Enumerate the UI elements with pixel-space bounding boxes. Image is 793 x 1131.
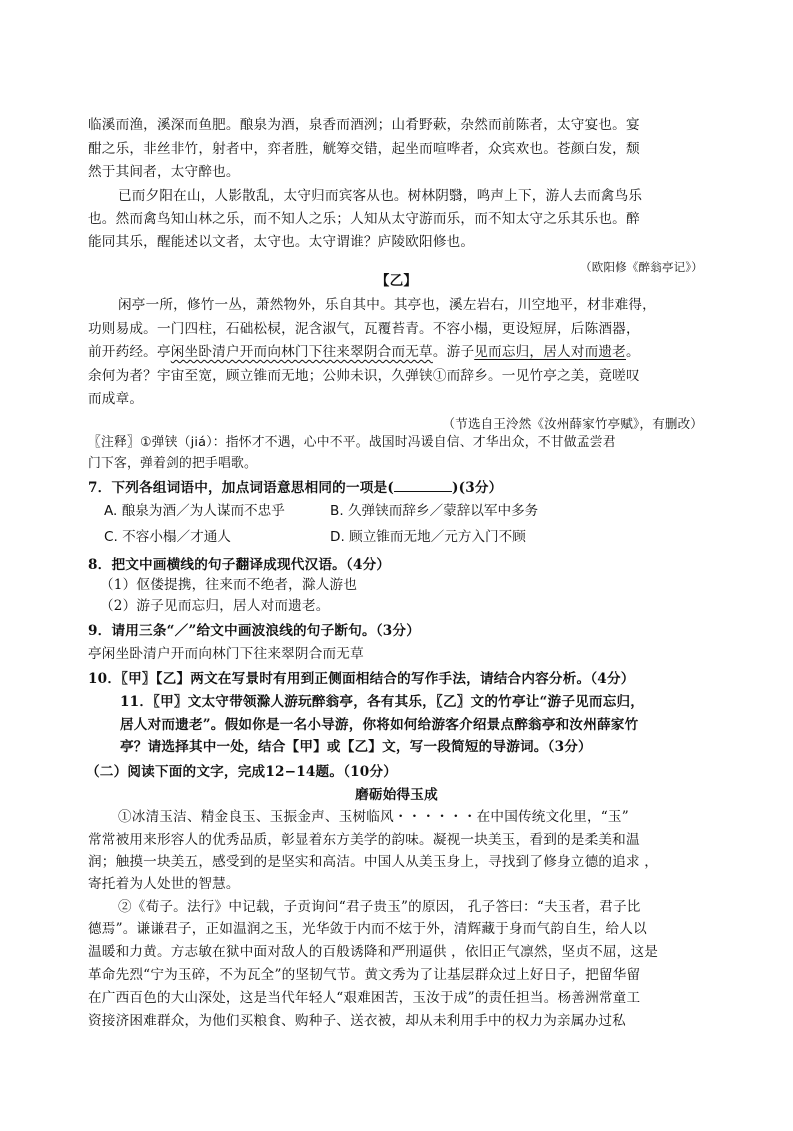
jia-line-4: 已而夕阳在山，人影散乱，太守归而宾客从也。树林阴翳，鸣声上下，游人去而禽鸟乐	[118, 188, 643, 204]
p2-line-5: 在广西百色的大山深处，这是当代年轻人“艰难困苦，玉汝于成”的责任担当。杨善洲常童工	[88, 990, 641, 1006]
p1-line-3: 润；触摸一块美五，感受到的是坚实和高洁。中国人从美玉身上，寻找到了修身立德的追求 ，	[88, 854, 659, 870]
p2-line-3: 温暖和力黄。方志敏在狱中面对敌人的百般诱降和严刑逼供 ，依旧正气凛然，坚贞不屈，这是	[88, 944, 659, 960]
q9-sentence: 亭闲坐卧清户开而向林门下往来翠阴合而无草	[88, 646, 364, 662]
answer-blank	[394, 479, 452, 492]
section-2-heading: （二）阅读下面的文字，完成12−14题。（10分）	[86, 764, 398, 780]
p1-line-4: 寄托着为人处世的智慧。	[88, 876, 240, 892]
p2-line-2: 德焉”。谦谦君子，正如温润之玉，光华敛于内而不炫于外，清辉藏于身而气韵自生，给人以	[88, 921, 647, 937]
jia-line-1: 临溪而渔，溪深而鱼肥。酿泉为酒，泉香而酒洌；山肴野蔌，杂然而前陈者，太守宴也。宴	[88, 117, 640, 133]
q7-option-d: D. 顾立锥而无地／元方入门不顾	[330, 529, 526, 545]
q7-option-c: C. 不容小榻／才通人	[104, 529, 231, 545]
p2-line-1: ②《荀子。法行》中记载，子贡询问“君子贵玉”的原因， 孔子答曰：“夫玉者，君子比	[118, 899, 641, 915]
yi-note-1: 〖注释〗①弹铗（jiá）：指怀才不遇，心中不平。战国时冯谖自信、才华出众，不甘做孟尝君	[88, 435, 616, 450]
q8-item-2: （2）游子见而忘归，居人对而遗老。	[100, 598, 330, 614]
yi-line-3: 前开药经。亭闲坐卧清户开而向林门下往来翠阴合而无草。游子见而忘归，居人对而遗老。	[88, 344, 640, 360]
question-9: 9．请用三条“／”给文中画波浪线的句子断句。（3分）	[88, 623, 421, 639]
jia-source: （欧阳修《醉翁亭记》）	[580, 260, 703, 274]
q8-item-1: （1）伛偻提携，往来而不绝者，滁人游也	[100, 577, 358, 593]
p2-line-4: 革命先烈“宁为玉碎，不为瓦全”的坚韧气节。黄文秀为了让基层群众过上好日子，把留华留	[88, 967, 641, 983]
p2-line-6: 资接济困难群众，为他们买粮食、购种子、送衣被，却从未利用手中的权力为亲属办过私	[88, 1013, 626, 1029]
q7-option-b: B. 久弹铗而辞乡／蒙辞以军中多务	[330, 503, 539, 519]
question-10: 10．〖甲〗【乙】两文在写景时有用到正侧面相结合的写作手法，请结合内容分析。（4分）	[88, 671, 635, 687]
question-8: 8．把文中画横线的句子翻译成现代汉语。（4分）	[88, 557, 391, 573]
jia-line-2: 酣之乐，非丝非竹，射者中，弈者胜，觥筹交错，起坐而喧哗者，众宾欢也。苍颜白发，颓	[88, 141, 640, 157]
yi-note-2: 门下客，弹着剑的把手唱歌。	[88, 456, 257, 471]
question-7: 7．下列各组词语中，加点词语意思相同的一项是( )(3分）	[88, 480, 503, 496]
question-11-line-3: 亭？请选择其中一处，结合【甲】或【乙】文，写一段简短的导游词。（3分）	[120, 739, 592, 755]
question-11-line-2: 居人对而遗老”。假如你是一名小导游，你将如何给游客介绍景点醉翁亭和汝州薛家竹	[120, 717, 639, 733]
p1-line-2: 常常被用来形容人的优秀品质，彰显着东方美学的韵味。凝视一块美玉，看到的是柔美和温	[88, 832, 640, 848]
yi-line-4: 余何为者？宇宙至宽，顾立锥而无地；公帅未识，久弹铗①而辞乡。一见竹亭之美，竟嗟叹	[88, 368, 640, 384]
q7-option-a: A. 酿泉为酒／为人谋而不忠乎	[104, 503, 285, 519]
jia-line-6: 能同其乐，醒能述以文者，太守也。太守谓谁？庐陵欧阳修也。	[88, 234, 475, 250]
yi-line-2: 功则易成。一门四柱，石础松棂，泥含淑气，瓦覆苔青。不容小榻，更设短屏，后陈酒器，	[88, 321, 640, 337]
underlined-sentence: 见而忘归，居人对而遗老	[474, 344, 626, 360]
jia-line-5: 也。然而禽鸟知山林之乐，而不知人之乐；人知从太守游而乐，而不知太守之乐其乐也。醉	[88, 211, 640, 227]
jia-line-3: 然于其间者，太守醉也。	[88, 164, 240, 180]
yi-source: （节选自王泠然《汝州薛家竹亭赋》，有删改）	[442, 416, 703, 431]
yi-title: 【乙】	[375, 273, 418, 289]
question-11-line-1: 11．〖甲〗文太守带领滁人游玩醉翁亭，各有其乐，〖乙〗文的竹亭让“游子见而忘归，	[120, 694, 645, 710]
wavy-underlined-sentence: 闲坐卧清户开而向林门下往来翠阴合而无草	[170, 344, 433, 360]
p1-line-1: ①冰清玉洁、精金良玉、玉振金声、玉树临风・・・・・・在中国传统文化里，“玉”	[118, 809, 629, 825]
article-title: 磨砺始得玉成	[355, 787, 438, 803]
yi-line-1: 闲亭一所，修竹一丛，萧然物外，乐自其中。其亭也，溪左岩右，川空地平，材非难得，	[118, 297, 656, 313]
yi-line-5: 而成章。	[88, 391, 144, 407]
